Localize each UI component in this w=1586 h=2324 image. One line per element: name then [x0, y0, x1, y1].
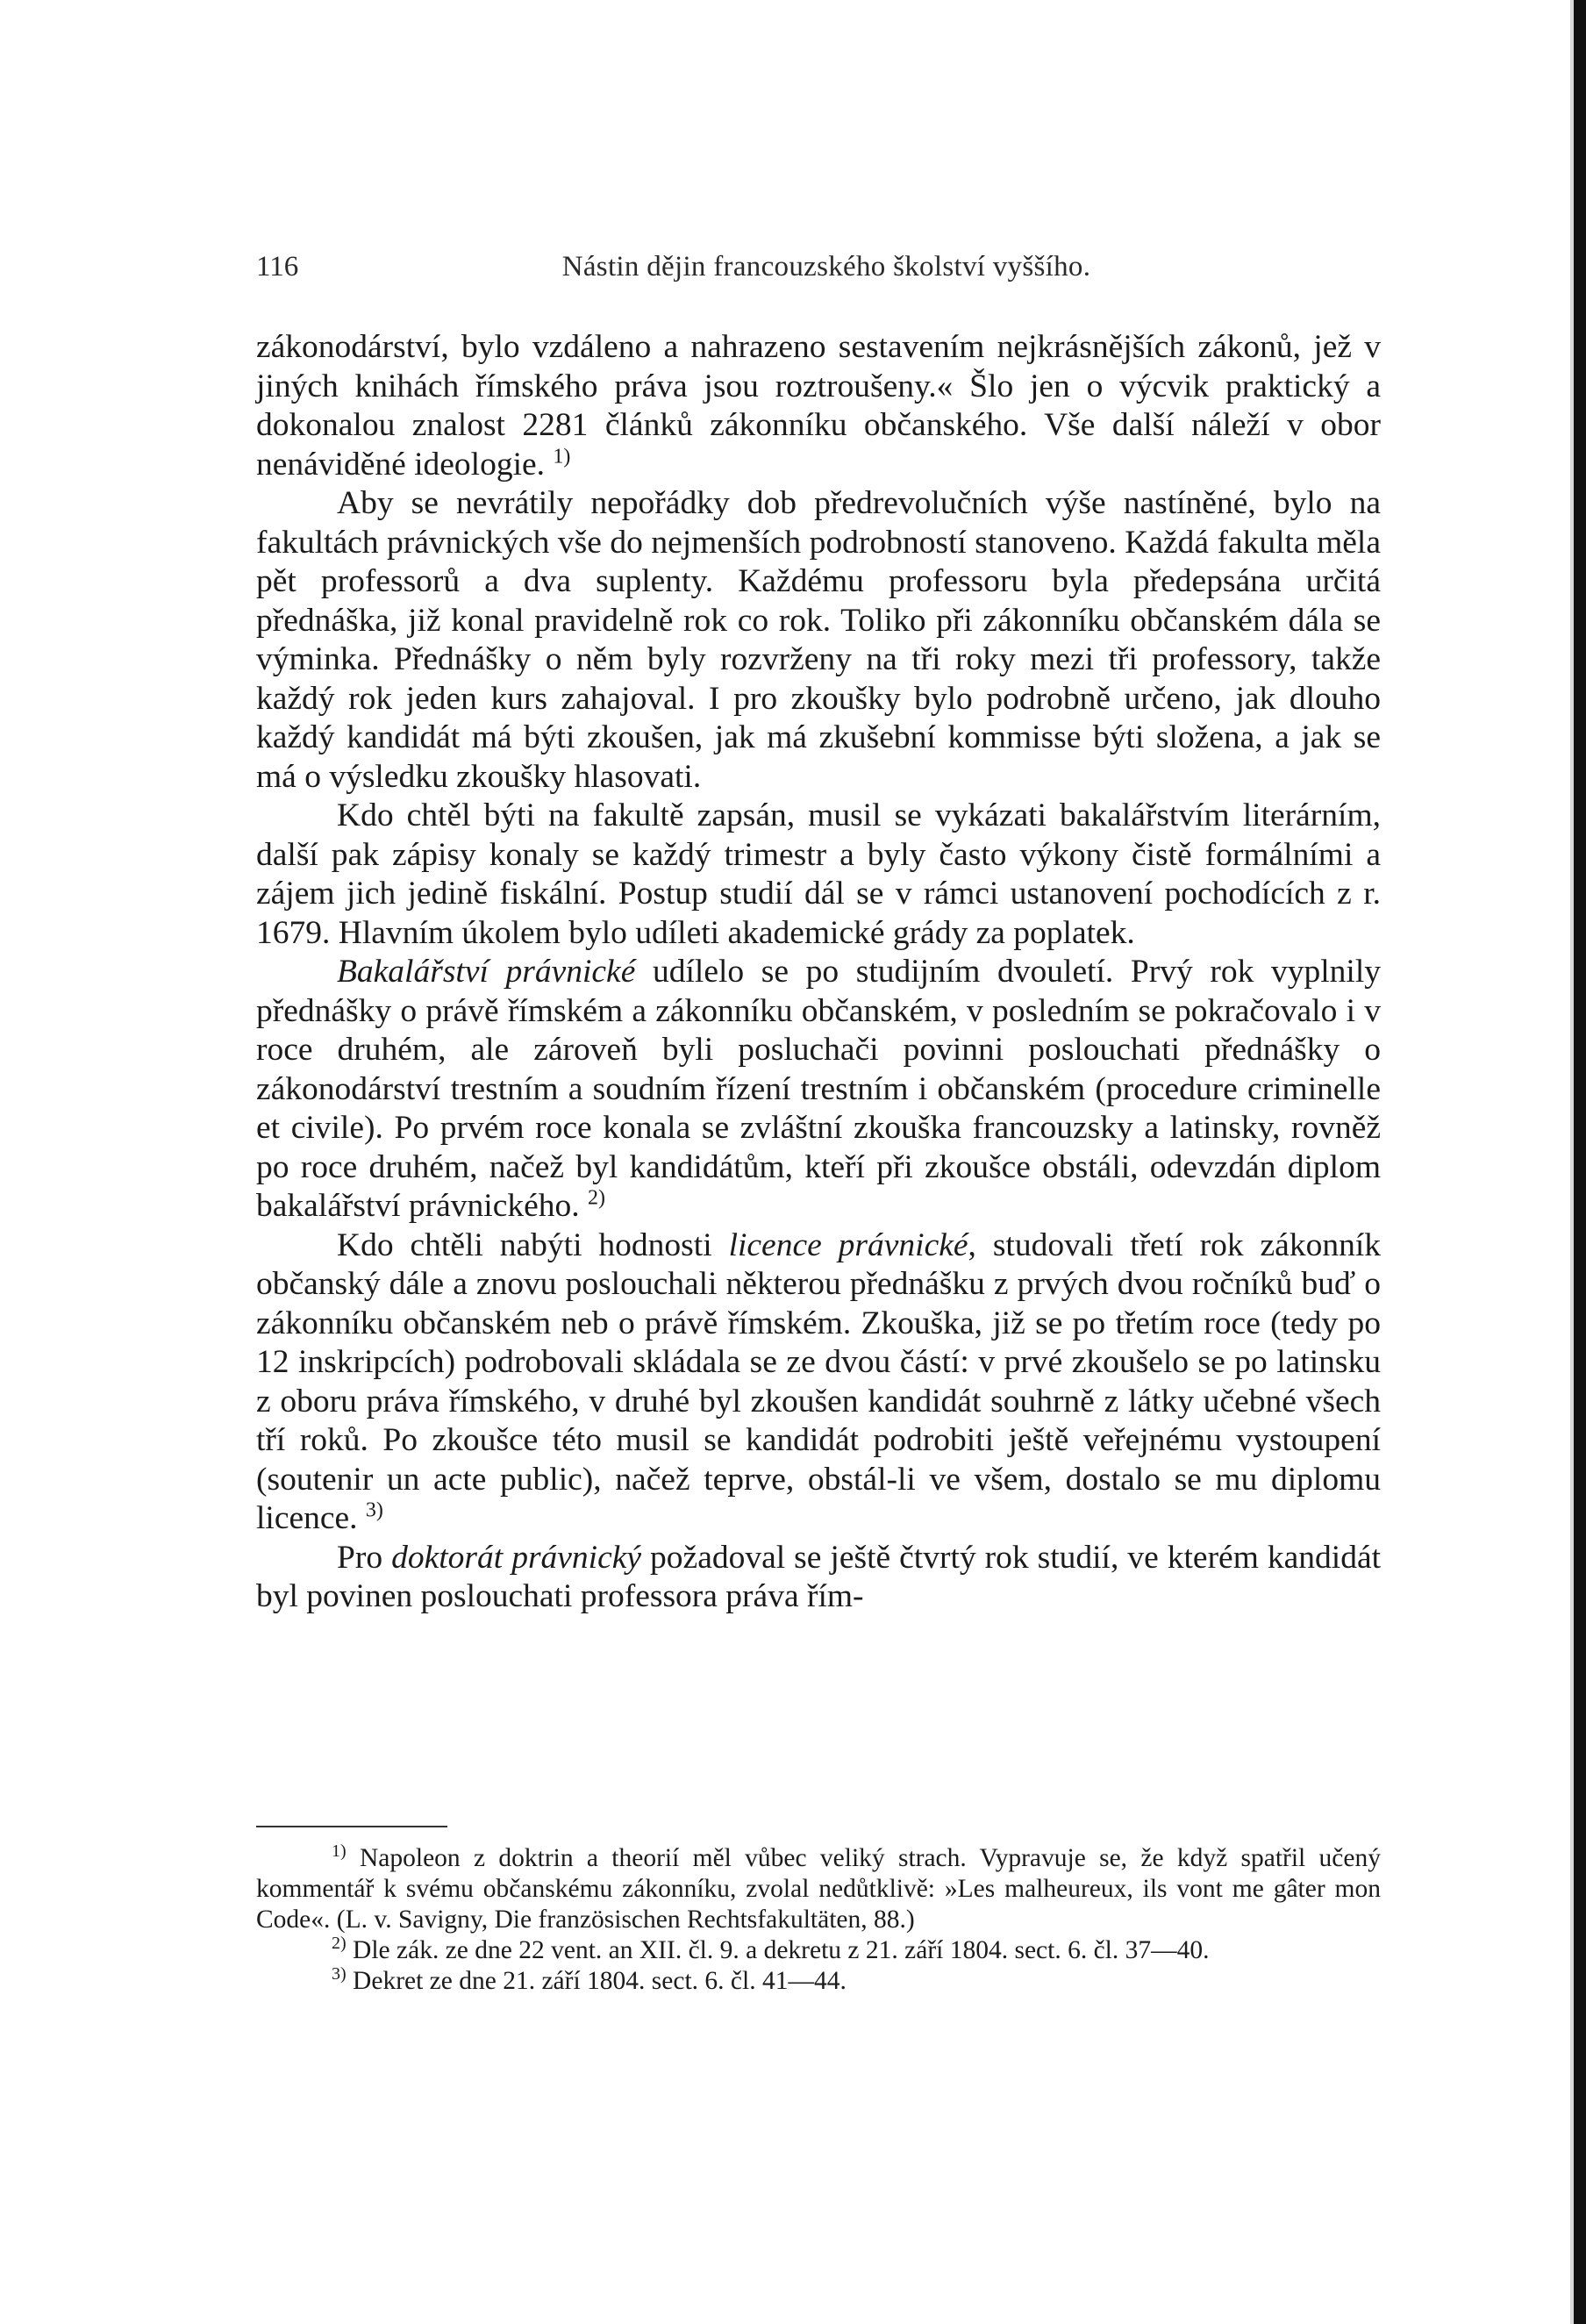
italic-term-doktorat: doktorát právnický [391, 1539, 642, 1576]
footnote-3 [256, 1966, 1381, 1997]
footnote-2-mark: 2) [332, 1934, 346, 1954]
page-header [256, 251, 1397, 286]
paragraph-4 [256, 953, 1381, 1226]
footnote-separator [256, 1826, 447, 1827]
footnote-ref-1: 1) [553, 445, 571, 468]
paragraph-5 [256, 1226, 1381, 1539]
paragraph-1 [256, 328, 1381, 484]
paragraph-1-text: zákonodárství, bylo vzdáleno a nahrazeno sestavením nejkrásnějších zákonů, jež v jiných knihách římského práva jsou roztroušeny.« Šlo jen o výcvik praktický a dokonalou znalost 2281 článků zákonníku občanského. Vše další náleží v obor nenáviděné ideologie. [256, 329, 1381, 483]
paragraph-5-text: , studovali třetí rok zákonník občanský dále a znovu poslouchali některou přednášku z prvých dvou ročníků buď o zákonníku občanském neb o právě římském. Zkouška, již se po třetím roce (tedy po 12 inskripcích) podrobovali skládala se ze dvou částí: v prvé zkoušelo se po latinsku z oboru práva římského, v druhé byl zkoušen kandidát souhrně z látky učebné všech tří roků. Po zkoušce této musil se kandidát podrobiti ještě veřejnému vystoupení (soutenir un acte public), načež teprve, obstál-li ve všem, dostalo se mu diplomu licence. [256, 1226, 1381, 1536]
footnote-ref-2: 2) [588, 1186, 605, 1210]
paragraph-3: Kdo chtěl býti na fakultě zapsán, musil se vykázati bakalářstvím literárním, další pak zápisy konaly se každý trimestr a byly často výkony čistě formálními a zájem jich jedině fiskální. Postup studií dál se v rámci ustanovení pochodících z r. 1679. Hlavním úkolem bylo udíleti akademické grády za poplatek. [256, 797, 1381, 951]
page-edge-border [1574, 0, 1586, 2324]
italic-term-bakalarstvi: Bakalářství právnické [337, 954, 636, 990]
footnote-1-text: Napoleon z doktrin a theorií měl vůbec veliký strach. Vypravuje se, že když spatřil učený kommentář k svému občanskému zákonníku, zvolal nedůtklivě: »Les malheureux, ils vont me gâter mon Code«. (L. v. Savigny, Die französischen Rechtsfakultäten, 88.) [256, 1844, 1381, 1934]
paragraph-6-start: Pro [337, 1539, 392, 1576]
footnote-3-text: Dekret ze dne 21. září 1804. sect. 6. čl. 41—44. [346, 1967, 847, 1995]
paragraph-6-text: požadoval se ještě čtvrtý rok studií, ve kterém kandidát byl povinen poslouchati professora práva řím- [256, 1539, 1382, 1614]
paragraph-2: Aby se nevrátily nepořádky dob předrevolučních výše nastíněné, bylo na fakultách právnických vše do nejmenších podrobností stanoveno. Každá fakulta měla pět professorů a dva suplenty. Každému professoru byla předepsána určitá přednáška, již konal pravidelně rok co rok. Toliko při zákonníku občanském dála se výminka. Přednášky o něm byly rozvrženy na tři roky mezi tři professory, takže každý rok jeden kurs zahajoval. I pro zkoušky bylo podrobně určeno, jak dlouho každý kandidát má býti zkoušen, jak má zkušební kommisse býti složena, a jak se má o výsledku zkoušky hlasovati. [256, 485, 1381, 795]
footnote-2-text: Dle zák. ze dne 22 vent. an XII. čl. 9. a dekretu z 21. září 1804. sect. 6. čl. 37—40. [346, 1936, 1210, 1964]
footnote-3-mark: 3) [332, 1964, 346, 1984]
footnotes [256, 1843, 1381, 1997]
italic-term-licence: licence právnické [728, 1226, 968, 1263]
paragraph-6 [256, 1539, 1381, 1617]
footnote-1 [256, 1843, 1381, 1935]
paragraph-4-text: udílelo se po studijním dvouletí. Prvý rok vyplnily přednášky o právě římském a zákonníku občanském, v posledním se pokračovalo i v roce druhém, ale zároveň byli posluchači povinni poslouchati přednášky o zákonodárství trestním a soudním řízení trestním i občanském (procedure criminelle et civile). Po prvém roce konala se zvláštní zkouška francouzsky a latinsky, rovněž po roce druhém, načež byl kandidátům, kteří při zkoušce obstáli, odevzdán diplom bakalářství právnického. [256, 954, 1381, 1224]
footnote-ref-3: 3) [365, 1498, 383, 1522]
running-title: Nástin dějin francouzského školství vyššího. [561, 251, 1091, 282]
main-text [256, 328, 1381, 1617]
paragraph-5-start: Kdo chtěli nabýti hodnosti [337, 1226, 729, 1263]
page-number: 116 [256, 251, 299, 282]
footnote-1-mark: 1) [332, 1841, 346, 1862]
footnote-2 [256, 1935, 1381, 1966]
